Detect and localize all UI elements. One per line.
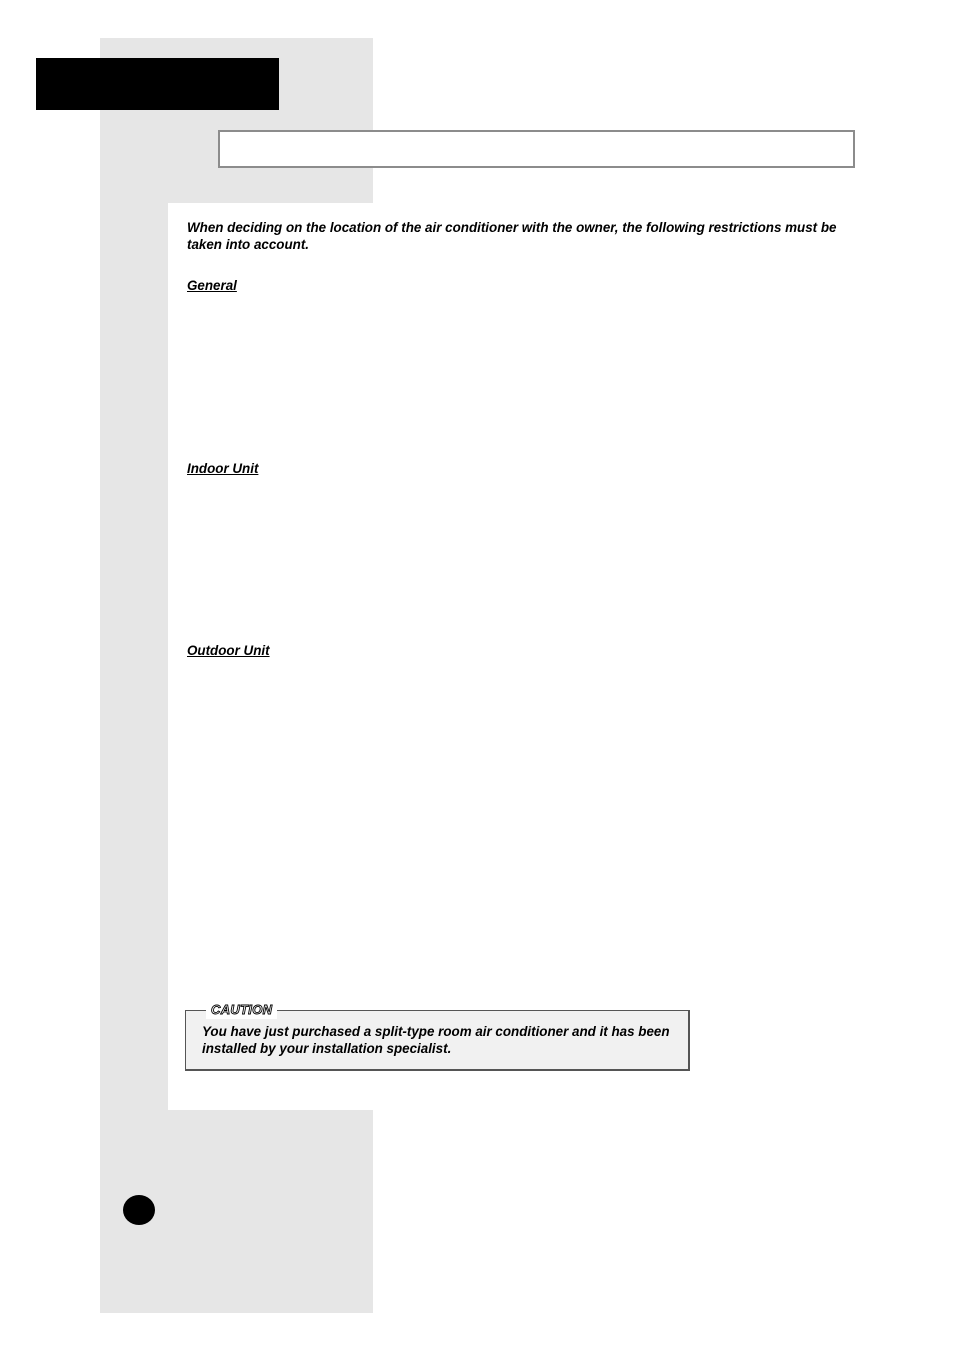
caution-text: You have just purchased a split-type room air conditioner and it has been installed by your installation specialist. bbox=[202, 1024, 670, 1056]
section-heading-general: General bbox=[187, 278, 237, 293]
section-heading-outdoor-unit: Outdoor Unit bbox=[187, 643, 270, 658]
caution-label: CAUTION bbox=[206, 1001, 277, 1019]
caution-box bbox=[185, 1002, 690, 1071]
chapter-tab bbox=[36, 58, 279, 110]
content-area bbox=[168, 203, 954, 1110]
page-number-dot bbox=[123, 1195, 155, 1225]
intro-text: When deciding on the location of the air conditioner with the owner, the following restrictions must be taken into account. bbox=[187, 220, 837, 252]
page-title-box bbox=[218, 130, 855, 168]
section-heading-indoor-unit: Indoor Unit bbox=[187, 461, 259, 476]
